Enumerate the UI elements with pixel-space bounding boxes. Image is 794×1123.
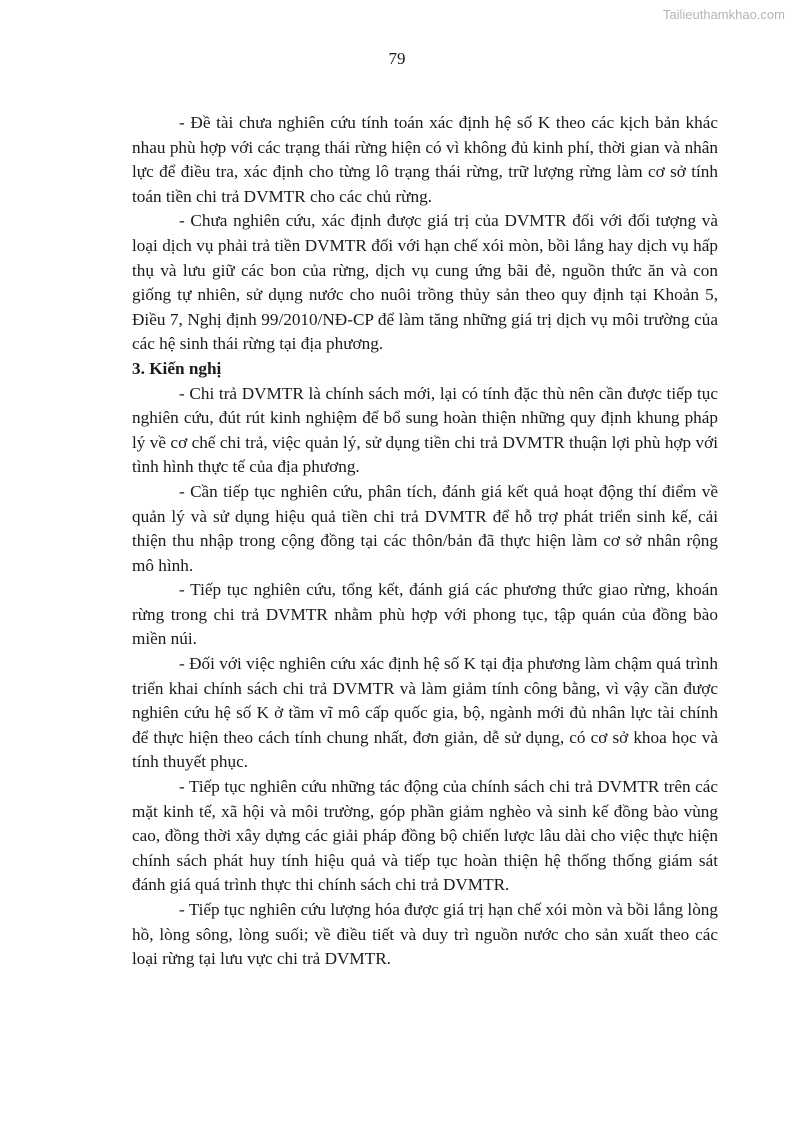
watermark: Tailieuthamkhao.com	[662, 7, 785, 22]
document-body	[132, 111, 718, 972]
page-number: 79	[388, 49, 406, 68]
paragraph: - Đề tài chưa nghiên cứu tính toán xác định hệ số K theo các kịch bản khác nhau phù hợp với các trạng thái rừng hiện có vì không đủ kinh phí, thời gian và nhân lực để điều tra, xác định cho từng lô trạng thái rừng, trữ lượng rừng làm cơ sở tính toán tiền chi trả DVMTR cho các chủ rừng.	[132, 113, 718, 206]
recommendation-paragraph: - Tiếp tục nghiên cứu những tác động của chính sách chi trả DVMTR trên các mặt kinh tế, xã hội và môi trường, góp phần giảm nghèo và sinh kế đồng bào vùng cao, đồng thời xây dựng các giải pháp đồng bộ chiến lược lâu dài cho việc thực hiện chính sách phát huy tính hiệu quả và tiếp tục hoàn thiện hệ thống thống giám sát đánh giá quá trình thực thi chính sách chi trả DVMTR.	[132, 777, 718, 895]
recommendation-paragraph: - Đối với việc nghiên cứu xác định hệ số K tại địa phương làm chậm quá trình triển khai chính sách chi trả DVMTR và làm giảm tính công bằng, vì vậy cần được nghiên cứu hệ số K ở tầm vĩ mô cấp quốc gia, bộ, ngành mới đủ nhân lực tài chính để thực hiện theo cách tính chung nhất, đơn giản, dễ sử dụng, có cơ sở khoa học và tính thuyết phục.	[132, 654, 718, 772]
recommendation-paragraph: - Cần tiếp tục nghiên cứu, phân tích, đánh giá kết quả hoạt động thí điểm về quản lý và sử dụng hiệu quả tiền chi trả DVMTR để hỗ trợ phát triển sinh kế, cải thiện thu nhập trong cộng đồng tại các thôn/bản đã thực hiện làm cơ sở nhân rộng mô hình.	[132, 481, 718, 575]
section-heading: 3. Kiến nghị	[132, 358, 222, 378]
recommendation-paragraph: - Tiếp tục nghiên cứu, tổng kết, đánh giá các phương thức giao rừng, khoán rừng trong chi trả DVMTR nhằm phù hợp với phong tục, tập quán của đồng bào miền núi.	[132, 580, 718, 649]
recommendation-paragraph: - Tiếp tục nghiên cứu lượng hóa được giá trị hạn chế xói mòn và bồi lắng lòng hồ, lòng sông, lòng suối; về điều tiết và duy trì nguồn nước cho sản xuất theo các loại rừng tại lưu vực chi trả DVMTR.	[132, 900, 718, 969]
paragraph: - Chưa nghiên cứu, xác định được giá trị của DVMTR đối với đối tượng và loại dịch vụ phải trả tiền DVMTR đối với hạn chế xói mòn, bồi lắng hay dịch vụ hấp thụ và lưu giữ các bon của rừng, dịch vụ cung ứng bãi đẻ, nguồn thức ăn và con giống tự nhiên, sử dụng nước cho nuôi trồng thủy sản theo quy định tại Khoản 5, Điều 7, Nghị định 99/2010/NĐ-CP để làm tăng những giá trị dịch vụ môi trường của các hệ sinh thái rừng tại địa phương.	[132, 211, 718, 354]
recommendation-paragraph: - Chi trả DVMTR là chính sách mới, lại có tính đặc thù nên cần được tiếp tục nghiên cứu, đút rút kinh nghiệm để bổ sung hoàn thiện những quy định khung pháp lý về cơ chế chi trả, việc quản lý, sử dụng tiền chi trả DVMTR thuận lợi phù hợp với tình hình thực tế của địa phương.	[132, 383, 718, 477]
